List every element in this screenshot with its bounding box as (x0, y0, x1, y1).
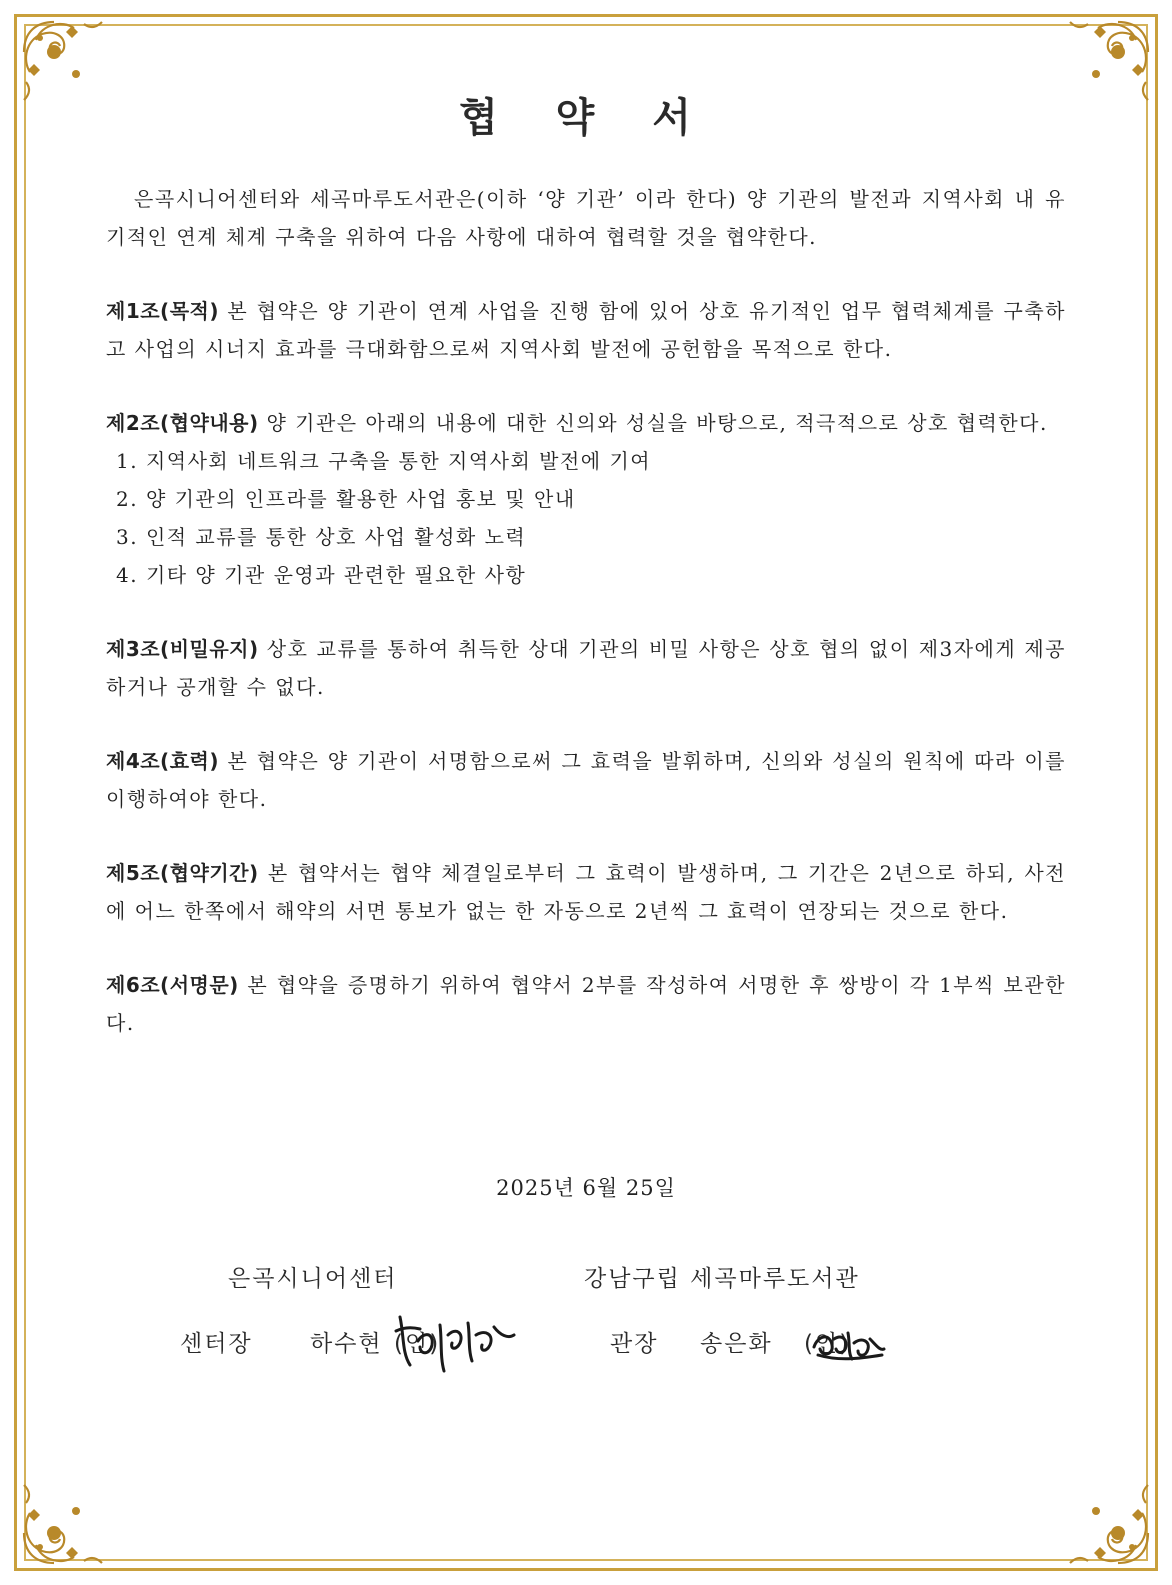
article-3 (106, 630, 1066, 706)
left-party-seal: (인) (394, 1331, 441, 1357)
article-2 (106, 404, 1066, 442)
article-1 (106, 292, 1066, 368)
intro-paragraph: 은곡시니어센터와 세곡마루도서관은(이하 ‘양 기관’ 이라 한다) 양 기관의 발전과 지역사회 내 유기적인 연계 체계 구축을 위하여 다음 사항에 대하여 협력할 것을 협약한다. (106, 187, 1066, 249)
article-6 (106, 966, 1066, 1042)
article-text: 본 협약은 양 기관이 서명함으로써 그 효력을 발휘하며, 신의와 성실의 원칙에 따라 이를 이행하여야 한다. (106, 749, 1066, 811)
article-heading: 제1조(목적) (106, 299, 219, 323)
article-text: 양 기관은 아래의 내용에 대한 신의와 성실을 바탕으로, 적극적으로 상호 협력한다. (258, 411, 1048, 435)
article-2-items (106, 442, 1066, 594)
right-signature-icon (808, 1325, 888, 1365)
article-heading: 제2조(협약내용) (106, 411, 259, 435)
right-party-seal: (인) (804, 1331, 851, 1357)
left-party-org: 은곡시니어센터 (228, 1266, 398, 1292)
article-heading: 제6조(서명문) (106, 973, 239, 997)
right-party-org: 강남구립 세곡마루도서관 (584, 1266, 860, 1292)
article-text: 상호 교류를 통하여 취득한 상대 기관의 비밀 사항은 상호 협의 없이 제3자에게 제공하거나 공개할 수 없다. (106, 637, 1066, 699)
list-item: 1. 지역사회 네트워크 구축을 통한 지역사회 발전에 기여 (116, 449, 652, 473)
list-item: 3. 인적 교류를 통한 상호 사업 활성화 노력 (116, 525, 527, 549)
document-title: 협 약 서 (459, 95, 713, 141)
article-text: 본 협약서는 협약 체결일로부터 그 효력이 발생하며, 그 기간은 2년으로 하되, 사전에 어느 한쪽에서 해약의 서면 통보가 없는 한 자동으로 2년씩 그 효력이 연장되는 것으로 한다. (106, 861, 1066, 923)
article-5 (106, 854, 1066, 930)
left-signature-icon (390, 1305, 520, 1377)
agreement-date: 2025년 6월 25일 (496, 1176, 676, 1200)
corner-ornament-icon (1062, 1477, 1158, 1573)
article-4 (106, 742, 1066, 818)
list-item: 4. 기타 양 기관 운영과 관련한 필요한 사항 (116, 563, 527, 587)
article-text: 본 협약을 증명하기 위하여 협약서 2부를 작성하여 서명한 후 쌍방이 각 1부씩 보관한다. (106, 973, 1066, 1035)
list-item: 2. 양 기관의 인프라를 활용한 사업 홍보 및 안내 (116, 487, 576, 511)
document-body (106, 180, 1066, 1042)
right-party-role: 관장 (610, 1331, 659, 1357)
corner-ornament-icon (14, 1477, 110, 1573)
left-party-role: 센터장 (180, 1331, 253, 1357)
article-heading: 제4조(효력) (106, 749, 219, 773)
article-text: 본 협약은 양 기관이 연계 사업을 진행 함에 있어 상호 유기적인 업무 협력체계를 구축하고 사업의 시너지 효과를 극대화함으로써 지역사회 발전에 공헌함을 목적으로 한다. (106, 299, 1066, 361)
article-heading: 제3조(비밀유지) (106, 637, 259, 661)
right-party-name: 송은화 (700, 1331, 773, 1357)
left-party-name: 하수현 (310, 1331, 383, 1357)
article-heading: 제5조(협약기간) (106, 861, 259, 885)
